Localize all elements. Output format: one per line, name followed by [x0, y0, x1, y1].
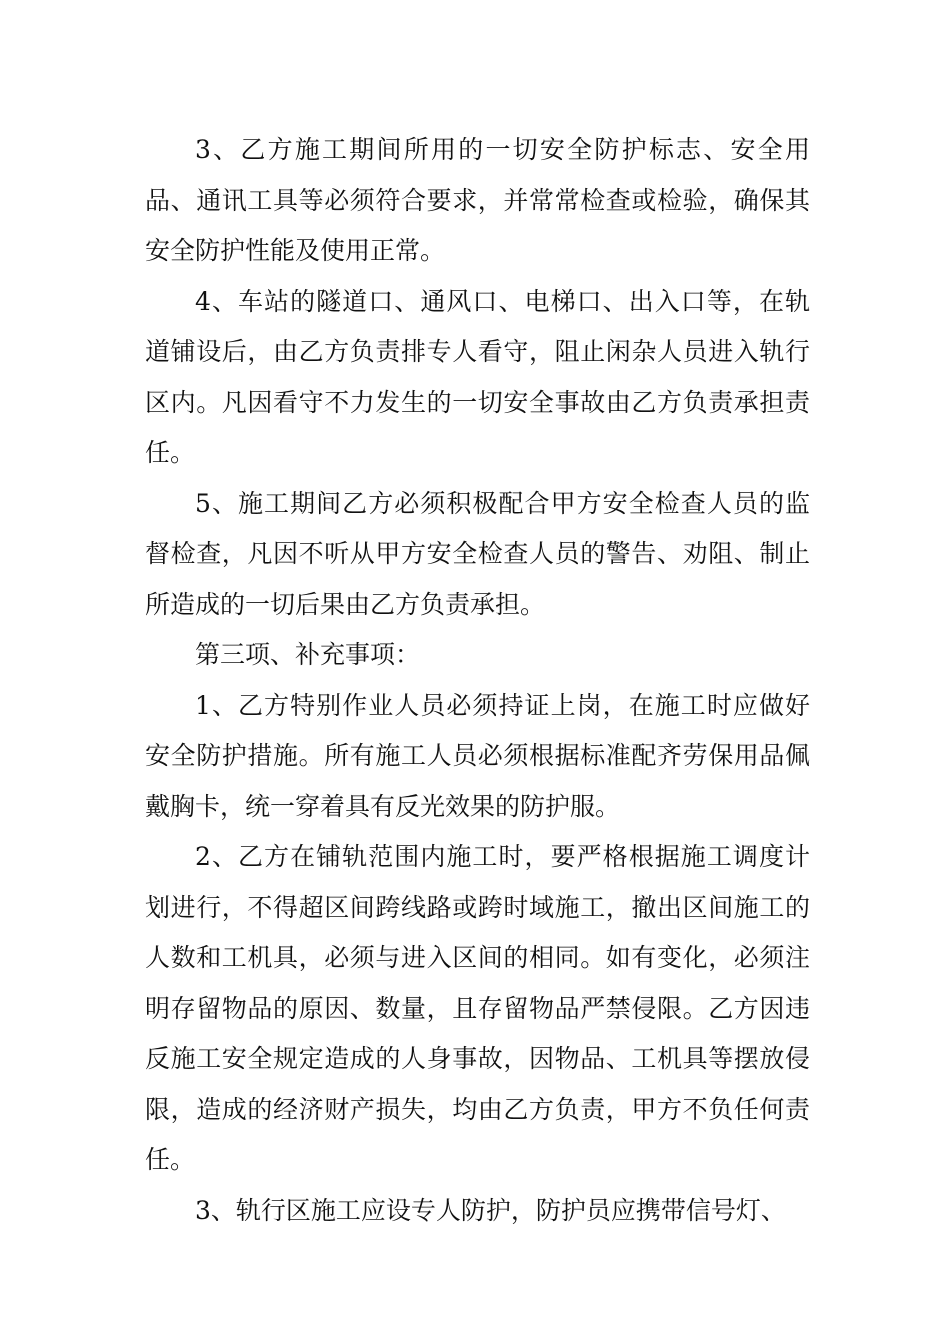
paragraph-supplementary-2: 2、乙方在铺轨范围内施工时，要严格根据施工调度计划进行，不得超区间跨线路或跨时域施工，撤出区间施工的人数和工机具，必须与进入区间的相同。如有变化，必须注明存留物品的原因、数量，且存留物品严禁侵限。乙方因违反施工安全规定造成的人身事故，因物品、工机具等摆放侵限，造成的经济财产损失，均由乙方负责，甲方不负任何责任。 — [145, 842, 810, 1174]
paragraph-supplementary-1: 1、乙方特别作业人员必须持证上岗，在施工时应做好安全防护措施。所有施工人员必须根据标准配齐劳保用品佩戴胸卡，统一穿着具有反光效果的防护服。 — [145, 690, 810, 821]
section-heading-supplementary: 第三项、补充事项： — [195, 640, 421, 669]
paragraph-item-4: 4、车站的隧道口、通风口、电梯口、出入口等，在轨道铺设后，由乙方负责排专人看守，阻止闲杂人员进入轨行区内。凡因看守不力发生的一切安全事故由乙方负责承担责任。 — [145, 286, 810, 467]
paragraph-item-3: 3、乙方施工期间所用的一切安全防护标志、安全用品、通讯工具等必须符合要求，并常常检查或检验，确保其安全防护性能及使用正常。 — [145, 135, 810, 265]
paragraph-item-5: 5、施工期间乙方必须积极配合甲方安全检查人员的监督检查，凡因不听从甲方安全检查人员的警告、劝阻、制止所造成的一切后果由乙方负责承担。 — [145, 488, 810, 619]
document-body — [145, 125, 810, 1236]
paragraph-supplementary-3: 3、轨行区施工应设专人防护，防护员应携带信号灯、 — [195, 1195, 786, 1225]
